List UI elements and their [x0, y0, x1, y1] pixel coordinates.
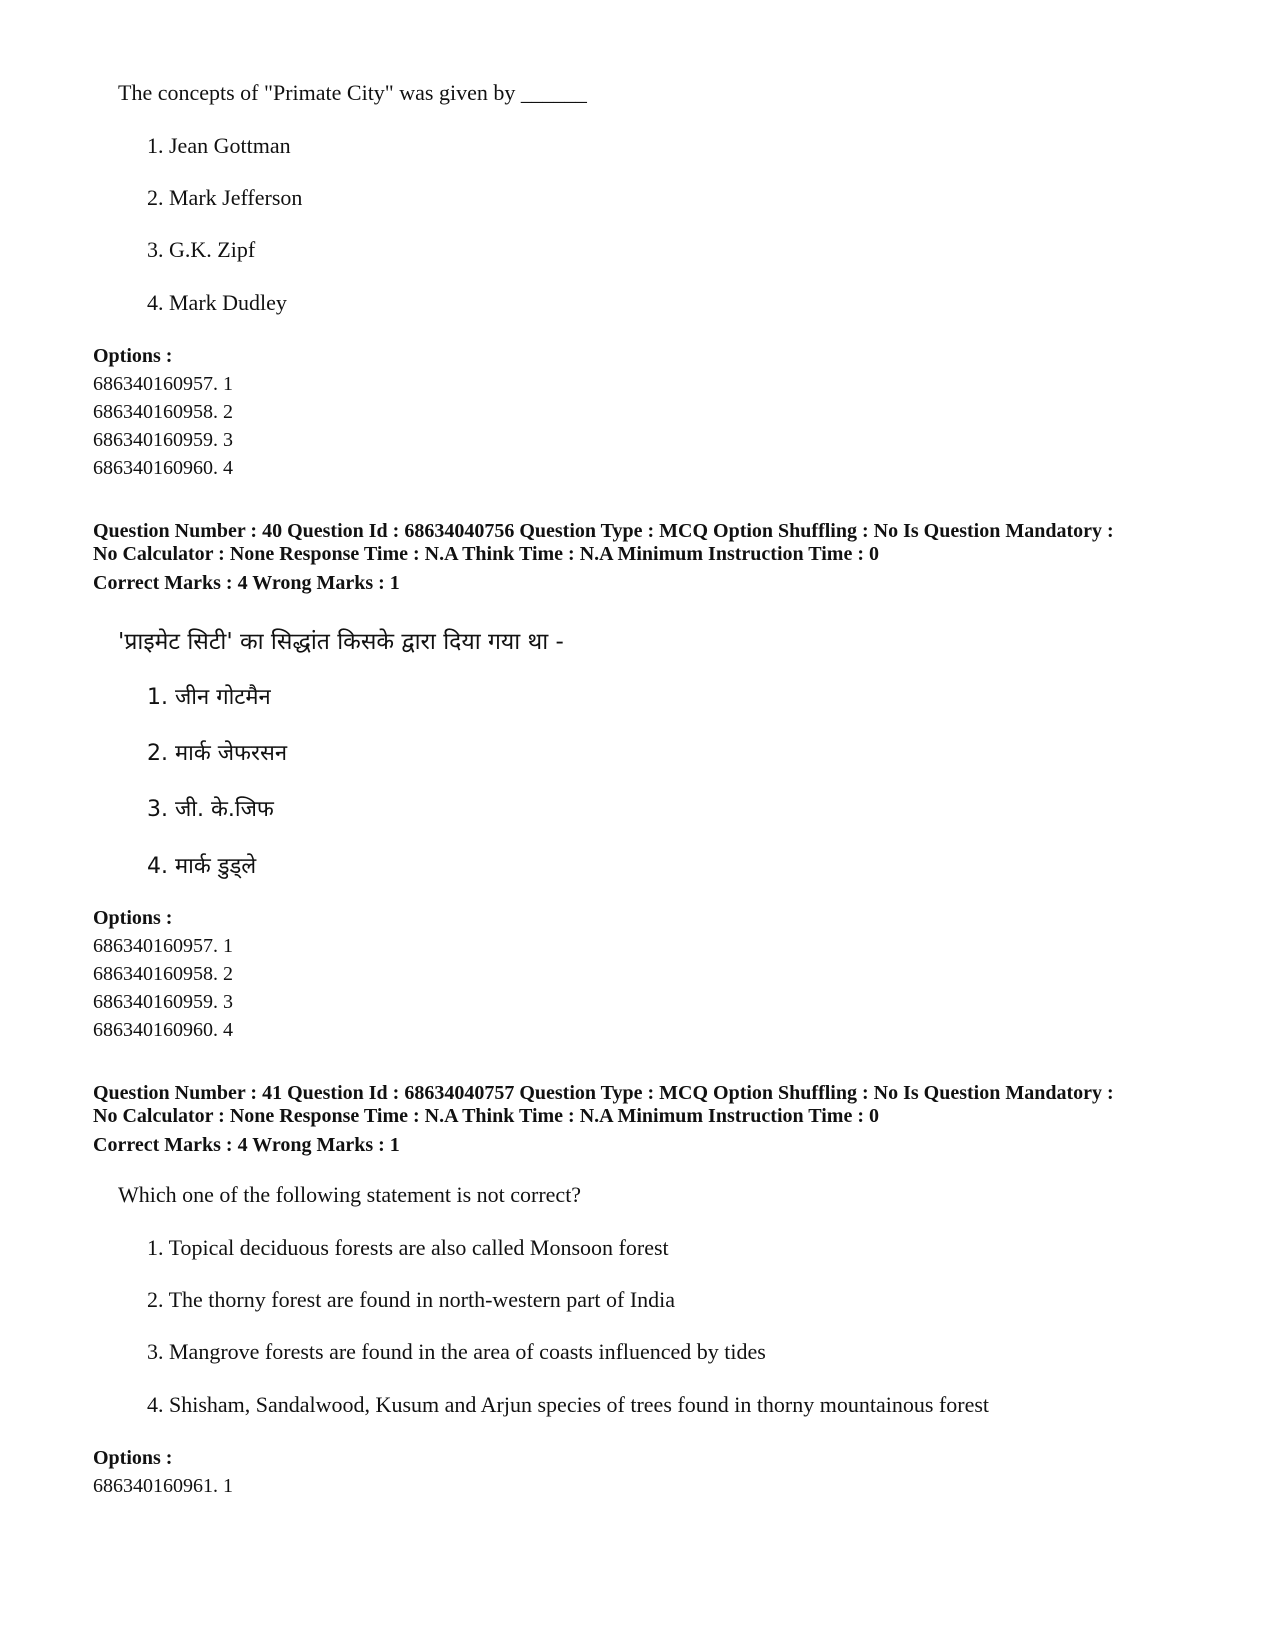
question-meta — [93, 1082, 1213, 1128]
option-item: 1. जीन गोटमैन — [147, 685, 271, 710]
option-item: 2. Mark Jefferson — [147, 185, 303, 210]
question-marks: Correct Marks : 4 Wrong Marks : 1 — [93, 1134, 400, 1156]
question-text: 'प्राइमेट सिटी' का सिद्धांत किसके द्वारा दिया गया था - — [118, 629, 564, 655]
option-item: 1. Topical deciduous forests are also called Monsoon forest — [147, 1235, 669, 1260]
option-item: 2. The thorny forest are found in north-western part of India — [147, 1287, 676, 1312]
option-code: 686340160958. 2 — [93, 963, 233, 985]
option-code: 686340160961. 1 — [93, 1475, 233, 1497]
option-item: 3. Mangrove forests are found in the area of coasts influenced by tides — [147, 1339, 766, 1364]
option-item: 3. जी. के.जिफ — [147, 797, 274, 822]
question-meta-line: Question Number : 40 Question Id : 68634040756 Question Type : MCQ Option Shuffling : No Is Question Mandatory : — [93, 520, 1114, 542]
question-marks: Correct Marks : 4 Wrong Marks : 1 — [93, 572, 400, 594]
option-code: 686340160957. 1 — [93, 373, 233, 395]
option-item: 3. G.K. Zipf — [147, 237, 256, 262]
option-code: 686340160959. 3 — [93, 429, 233, 451]
option-item: 4. मार्क डुड्ले — [147, 854, 257, 879]
option-item: 1. Jean Gottman — [147, 133, 291, 158]
options-label: Options : — [93, 1447, 173, 1469]
option-item: 2. मार्क जेफरसन — [147, 741, 288, 766]
option-item: 4. Mark Dudley — [147, 290, 287, 315]
option-item: 4. Shisham, Sandalwood, Kusum and Arjun species of trees found in thorny mountainous forest — [147, 1392, 990, 1417]
options-label: Options : — [93, 345, 173, 367]
option-code: 686340160959. 3 — [93, 991, 233, 1013]
option-code: 686340160960. 4 — [93, 1019, 233, 1041]
option-code: 686340160958. 2 — [93, 401, 233, 423]
question-text: The concepts of "Primate City" was given by ______ — [118, 80, 587, 105]
options-label: Options : — [93, 907, 173, 929]
question-meta — [93, 520, 1213, 566]
option-code: 686340160960. 4 — [93, 457, 233, 479]
question-text: Which one of the following statement is not correct? — [118, 1182, 582, 1207]
question-meta-line: No Calculator : None Response Time : N.A Think Time : N.A Minimum Instruction Time : 0 — [93, 543, 879, 565]
option-code: 686340160957. 1 — [93, 935, 233, 957]
question-meta-line: No Calculator : None Response Time : N.A Think Time : N.A Minimum Instruction Time : 0 — [93, 1105, 879, 1127]
question-meta-line: Question Number : 41 Question Id : 68634040757 Question Type : MCQ Option Shuffling : No Is Question Mandatory : — [93, 1082, 1114, 1104]
